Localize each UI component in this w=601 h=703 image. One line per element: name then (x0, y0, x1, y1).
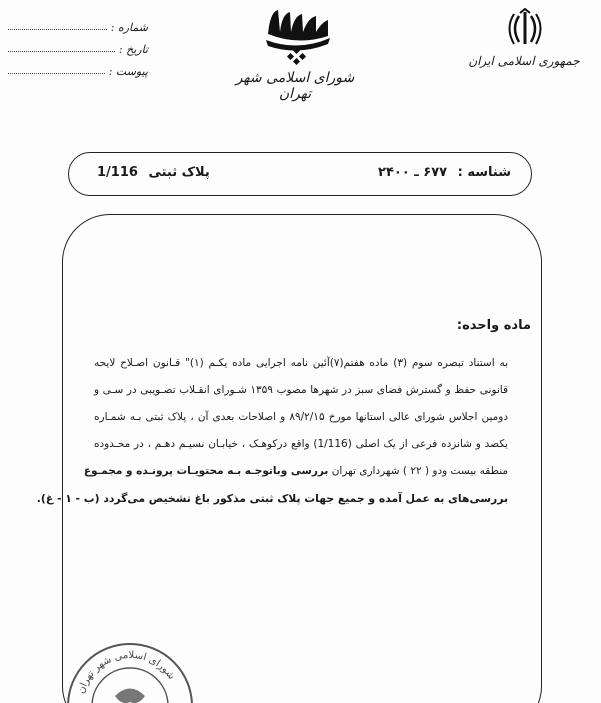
number-dotted-line (8, 28, 107, 30)
attachment-dotted-line (8, 72, 105, 74)
plaque-value: 1/116 (97, 165, 138, 180)
body-line-5 (83, 458, 508, 485)
council-seal-icon (60, 636, 200, 703)
number-label: شماره : (110, 21, 148, 34)
date-field (8, 34, 148, 56)
body-line-4: یکصد و شانزده فرعی از یک اصلی (1/116) واقع درکوهـک ، خیابـان نسیـم دهـم ، در محـدوده (94, 438, 508, 450)
id-field (378, 165, 511, 180)
body-line-1: به استناد تبصره سوم (۳) ماده هفتم(۷)آئین نامه اجرایی ماده یکـم (۱)" قـانون اصـلاح لایحه (94, 357, 509, 369)
attachment-field (8, 56, 148, 78)
header-fields (8, 12, 148, 78)
republic-name: جمهوری اسلامی ایران (468, 54, 580, 68)
id-label: شناسه : (457, 165, 511, 180)
tehran-council-logo-icon (258, 4, 338, 66)
number-field (8, 12, 148, 34)
body-line-5-bold: بررسی وباتوجـه بـه محتویـات پرونـده و مجمـوع (83, 465, 329, 477)
plaque-label: پلاک ثبتی (148, 165, 210, 180)
body-line-6: بررسی‌های به عمل آمده و جمیع جهات پلاک ثبتی مذکور باغ تشخیص می‌گردد (ب - ۱ - غ). (36, 492, 508, 505)
article-heading: ماده واحده: (456, 318, 531, 333)
iran-emblem-icon (505, 8, 545, 48)
info-box (68, 152, 532, 196)
attachment-label: پیوست : (108, 65, 148, 78)
id-value: ۶۷۷ ـ ۲۴۰۰ (378, 165, 448, 180)
date-dotted-line (8, 50, 115, 52)
body-line-5-normal: منطقه بیست ودو ( ۲۲ ) شهرداری تهران (331, 465, 508, 477)
body-line-2: قانونی حفظ و گسترش فضای سبز در شهرها مصوب ۱۳۵۹ شـورای انقـلاب تصـویبی در سـی و (94, 384, 508, 396)
body-line-3: دومین اجلاس شورای عالی استانها مورخ ۸۹/۲/۱۵ و اصلاحات بعدی آن ، پلاک ثبتی بـه شمـاره (94, 411, 508, 423)
article-body (36, 350, 509, 512)
council-name: شورای اسلامی شهر تهران (235, 70, 355, 102)
date-label: تاریخ : (118, 43, 148, 56)
seal-text: شورای اسلامی شهر تهران (75, 649, 177, 696)
plaque-field (97, 165, 210, 180)
